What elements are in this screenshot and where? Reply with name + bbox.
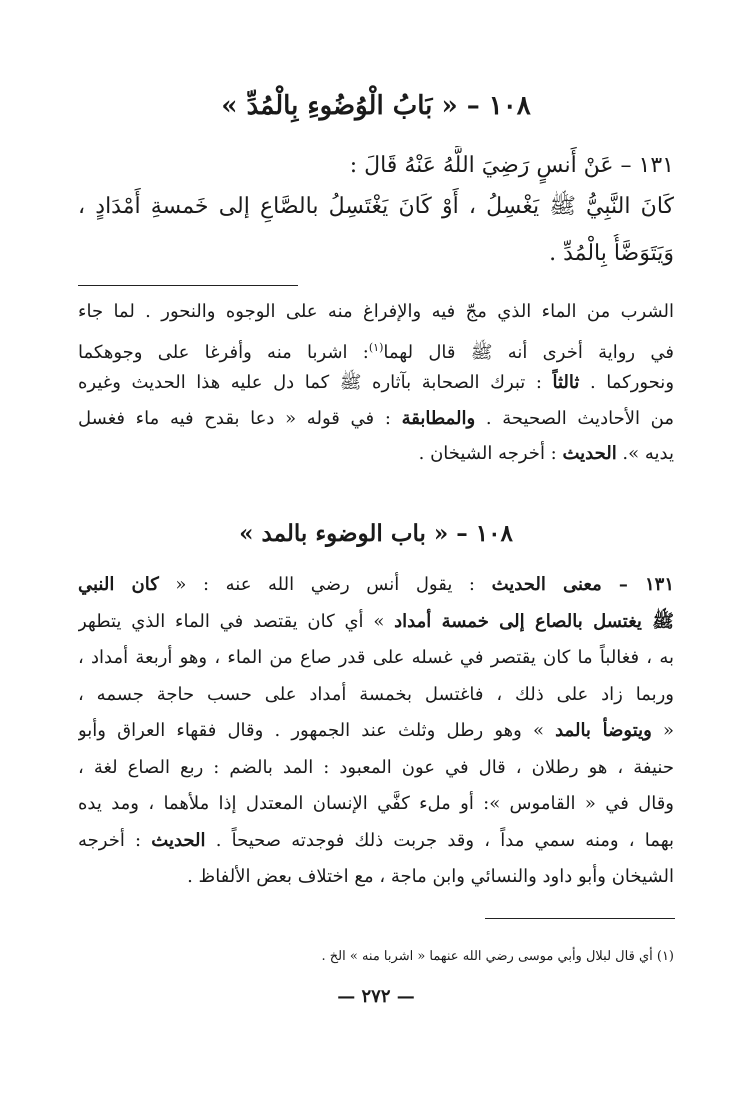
text-run: حنيفة ، هو رطلان ، قال في عون المعبود : المد بالضم : ربع الصاع لغة ، — [78, 756, 674, 778]
text-run: » وهو رطل وثلث عند الجمهور . وقال فقهاء العراق وأبو — [78, 720, 556, 741]
text-line — [78, 824, 674, 858]
text-line — [78, 605, 674, 639]
text-line — [78, 678, 674, 712]
text-line — [78, 402, 674, 436]
text-line — [78, 295, 674, 329]
footnote-rule — [485, 918, 675, 919]
text-line — [78, 641, 674, 675]
text-run: : يقول أنس رضي الله عنه : « — [158, 574, 492, 595]
text-line — [78, 331, 674, 370]
section-heading: ١٠٨ – « باب الوضوء بالمد » — [239, 520, 513, 547]
bold-term: الحديث — [562, 443, 617, 464]
text-run: : تبرك الصحابة بآثاره ﷺ كما دل عليه هذا الحديث وغيره — [78, 372, 553, 393]
text-run: وربما زاد على ذلك ، فاغتسل بخمسة أمداد على حسب حاجة جسمه ، — [78, 683, 674, 705]
text-run: الشيخان وأبو داود والنسائي وابن ماجة ، مع اختلاف بعض الألفاظ . — [187, 866, 674, 887]
bold-term: ﷺ يغتسل بالصاع إلى خمسة أمداد — [394, 610, 674, 632]
hadith-line: وَيَتَوَضَّأُ بِالْمُدِّ . — [549, 241, 674, 266]
text-line — [78, 751, 674, 785]
text-run: بهما ، ومنه سمي مداً ، وقد جربت ذلك فوجدته صحيحاً . — [205, 829, 674, 851]
text-run: » أي كان يقتصد في الماء الذي يتطهر — [78, 610, 395, 632]
text-line — [78, 787, 674, 821]
hadith-line: ١٣١ – عَنْ أَنسٍ رَضِيَ اللَّهُ عَنْهُ قَالَ : — [349, 153, 674, 178]
bold-term: ويتوضأ بالمد — [555, 720, 652, 741]
text-run: : أخرجه — [78, 829, 152, 851]
text-line — [78, 568, 674, 602]
text-run: في رواية أخرى أنه ﷺ قال لهما — [383, 341, 674, 363]
page-number: — ٢٧٢ — — [337, 986, 415, 1007]
text-run: به ، فغالباً ما كان يقتصر في غسله على قدر صاع من الماء ، وهو أربعة أمداد ، — [78, 647, 674, 668]
text-line — [78, 366, 674, 400]
text-run: يديه ». — [616, 443, 674, 464]
text-run: الشرب من الماء الذي مجّ فيه والإفراغ منه على الوجوه والنحور . لما جاء — [78, 301, 674, 322]
bold-term: ثالثاً — [552, 372, 580, 393]
bold-term: والمطابقة — [401, 407, 476, 429]
text-line — [78, 860, 674, 894]
bold-term: ١٣١ – معنى الحديث — [491, 574, 674, 595]
chapter-heading: ١٠٨ – « بَابُ الْوُضُوءِ بِالْمُدِّ » — [221, 91, 531, 121]
hadith-line: كَانَ النَّبِيُّ ﷺ يَغْسِلُ ، أَوْ كَانَ يَغْتَسِلُ بالصَّاعِ إلى خَمسةِ أَمْدَادٍ ، — [78, 194, 674, 219]
text-run: : أخرجه الشيخان . — [418, 443, 563, 464]
text-run: ونحوركما . — [579, 372, 674, 393]
text-run: من الأحاديث الصحيحة . — [475, 407, 674, 429]
text-run: : في قوله « دعا بقدح فيه ماء فغسل — [78, 407, 402, 429]
text-run: « — [651, 720, 674, 741]
text-line — [78, 714, 674, 748]
text-line — [78, 437, 674, 471]
bold-term: كان النبي — [78, 574, 159, 595]
text-run: (١) — [368, 340, 384, 354]
text-run: : اشربا منه وأفرغا على وجوهكما — [78, 341, 369, 363]
text-run: وقال في « القاموس »: أو ملء كفَّي الإنسان المعتدل إذا ملأهما ، ومد يده — [78, 793, 674, 814]
footnote: (١) أي قال لبلال وأبي موسى رضي الله عنهما « اشربا منه » الخ . — [321, 949, 674, 964]
separator-rule — [78, 285, 298, 286]
bold-term: الحديث — [151, 829, 206, 851]
